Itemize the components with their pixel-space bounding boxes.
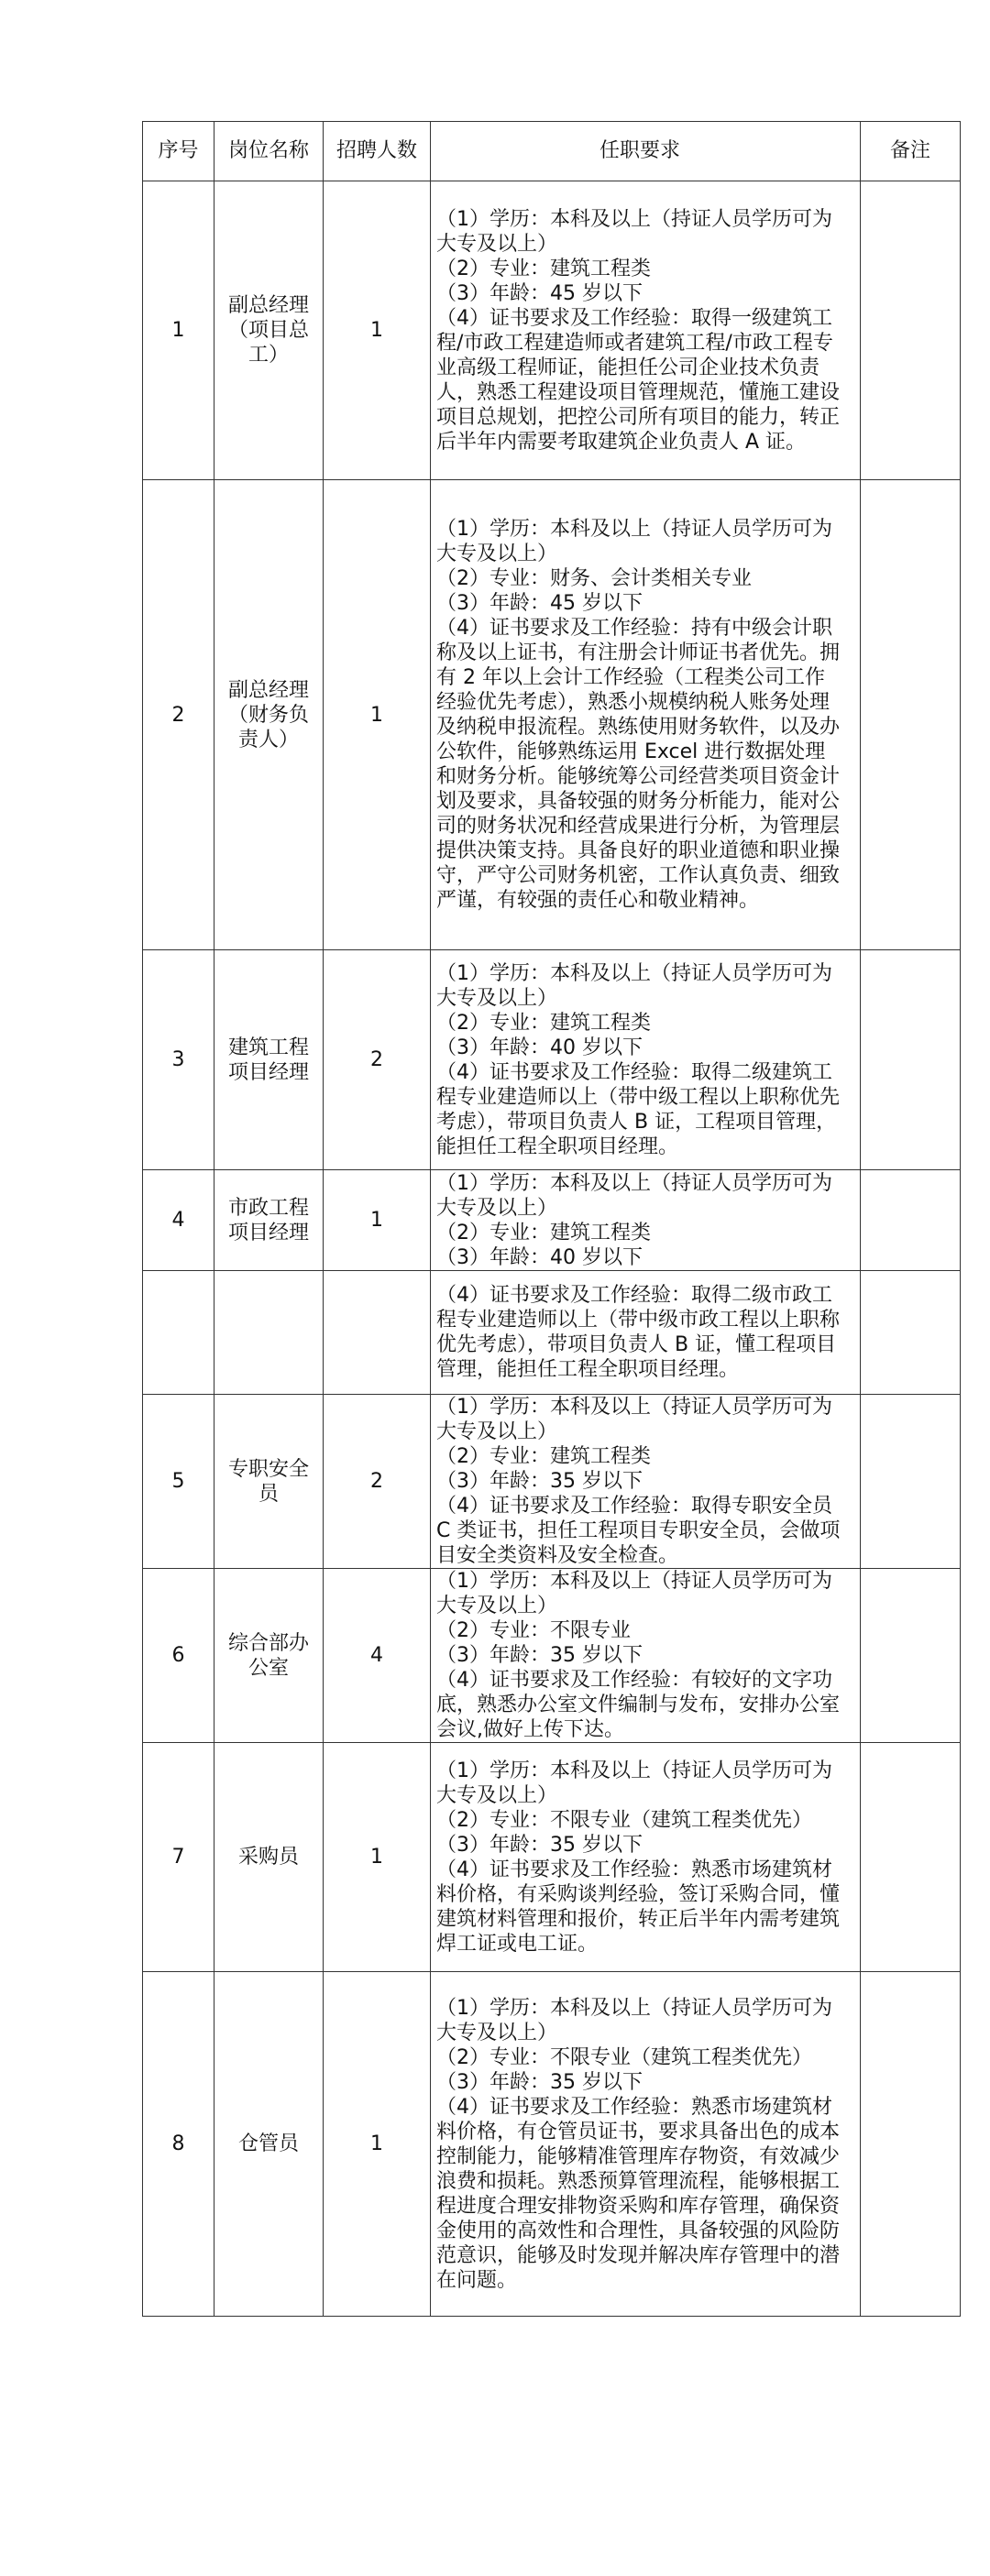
row-position: 仓管员 [214,1972,324,2317]
row-requirements [431,1395,861,1569]
row-no: 1 [143,181,214,480]
table-row [143,1170,961,1271]
requirement-line: （4）证书要求及工作经验：取得专职安全员 C 类证书，担任工程项目专职安全员，会做项目安全类资料及安全检查。 [436,1495,841,1567]
requirement-line: （2）专业：建筑工程类 [436,1445,651,1468]
row-remarks [861,1569,961,1743]
header-position: 岗位名称 [214,122,324,181]
row-remarks [861,1395,961,1569]
row-position: 采购员 [214,1743,324,1972]
header-remarks: 备注 [861,122,961,181]
header-no: 序号 [143,122,214,181]
row-requirements [431,1743,861,1972]
row-position: 建筑工程项目经理 [214,950,324,1170]
requirement-line: （2）专业：不限专业（建筑工程类优先） [436,2045,812,2069]
row-no [143,1271,214,1395]
row-requirements [431,1569,861,1743]
row-position: 综合部办公室 [214,1569,324,1743]
table-row [143,1271,961,1395]
table-row [143,480,961,950]
requirement-line: （2）专业：不限专业 [436,1619,631,1642]
row-count: 2 [324,950,431,1170]
row-count: 4 [324,1569,431,1743]
row-position: 市政工程项目经理 [214,1170,324,1271]
requirement-line: （3）年龄：35 岁以下 [436,1833,643,1857]
row-count: 1 [324,1743,431,1972]
row-count: 2 [324,1395,431,1569]
table-row [143,1972,961,2317]
requirement-line: （1）学历：本科及以上（持证人员学历可为大专及以上） [436,1570,832,1617]
row-remarks [861,1743,961,1972]
row-count [324,1271,431,1395]
requirement-line: （1）学历：本科及以上（持证人员学历可为大专及以上） [436,207,832,256]
row-no: 4 [143,1170,214,1271]
row-requirements [431,1271,861,1395]
requirement-line: （3）年龄：35 岁以下 [436,2070,643,2094]
table-body [143,181,961,2317]
table-row [143,181,961,480]
row-remarks [861,181,961,480]
requirement-line: （1）学历：本科及以上（持证人员学历可为大专及以上） [436,1759,832,1807]
row-position: 专职安全员 [214,1395,324,1569]
requirement-line: （2）专业：建筑工程类 [436,257,651,280]
requirement-line: （1）学历：本科及以上（持证人员学历可为大专及以上） [436,1996,832,2044]
row-count: 1 [324,1972,431,2317]
row-requirements [431,1972,861,2317]
requirement-line: （1）学历：本科及以上（持证人员学历可为大专及以上） [436,1396,832,1443]
row-requirements [431,181,861,480]
requirement-line: （4）证书要求及工作经验：取得二级建筑工程专业建造师以上（带中级工程以上职称优先考虑），带项目负责人 B 证，工程项目管理，能担任工程全职项目经理。 [436,1060,841,1158]
requirement-line: （3）年龄：45 岁以下 [436,592,643,615]
row-no: 2 [143,480,214,950]
requirement-line: （3）年龄：35 岁以下 [436,1470,643,1493]
row-requirements [431,1170,861,1271]
table-row [143,1569,961,1743]
row-position: 副总经理（项目总工） [214,181,324,480]
row-position: 副总经理（财务负责人） [214,480,324,950]
row-requirements [431,480,861,950]
requirement-line: （4）证书要求及工作经验：熟悉市场建筑材料价格，有仓管员证书，要求具备出色的成本控制能力，能够精准管理库存物资，有效减少浪费和损耗。熟悉预算管理流程，能够根据工程进度合理安排物资采购和库存管理，确保资金使用的高效性和合理性，具备较强的风险防范意识，能够及时发现并解决库存管理中的潜在问题。 [436,2095,841,2292]
row-remarks [861,480,961,950]
row-position [214,1271,324,1395]
row-remarks [861,950,961,1170]
row-remarks [861,1972,961,2317]
requirement-line: （2）专业：不限专业（建筑工程类优先） [436,1808,812,1832]
table-row [143,1743,961,1972]
requirement-line: （4）证书要求及工作经验：熟悉市场建筑材料价格，有采购谈判经验，签订采购合同，懂建筑材料管理和报价，转正后半年内需考建筑焊工证或电工证。 [436,1858,841,1956]
row-no: 5 [143,1395,214,1569]
table-row [143,1395,961,1569]
header-requirements: 任职要求 [431,122,861,181]
row-count: 1 [324,181,431,480]
header-count: 招聘人数 [324,122,431,181]
row-count: 1 [324,1170,431,1271]
row-count: 1 [324,480,431,950]
row-remarks [861,1170,961,1271]
requirement-line: （2）专业：建筑工程类 [436,1221,651,1244]
requirement-line: （2）专业：财务、会计类相关专业 [436,567,752,590]
requirement-line: （3）年龄：40 岁以下 [436,1036,643,1059]
requirement-line: （3）年龄：45 岁以下 [436,281,643,305]
table-row [143,950,961,1170]
requirement-line: （1）学历：本科及以上（持证人员学历可为大专及以上） [436,961,832,1010]
row-no: 8 [143,1972,214,2317]
requirement-line: （4）证书要求及工作经验：有较好的文字功底，熟悉办公室文件编制与发布，安排办公室会议,做好上传下达。 [436,1669,841,1741]
row-no: 3 [143,950,214,1170]
row-requirements [431,950,861,1170]
row-remarks [861,1271,961,1395]
requirement-line: （2）专业：建筑工程类 [436,1011,651,1035]
requirement-line: （1）学历：本科及以上（持证人员学历可为大专及以上） [436,1171,832,1220]
requirement-line: （3）年龄：35 岁以下 [436,1644,643,1667]
row-no: 6 [143,1569,214,1743]
row-no: 7 [143,1743,214,1972]
requirement-line: （4）证书要求及工作经验：取得一级建筑工程/市政工程建造师或者建筑工程/市政工程专业高级工程师证，能担任公司企业技术负责人，熟悉工程建设项目管理规范，懂施工建设项目总规划，把控公司所有项目的能力，转正后半年内需要考取建筑企业负责人 A 证。 [436,306,841,454]
recruitment-table [142,121,961,2317]
requirement-line: （3）年龄：40 岁以下 [436,1245,643,1269]
requirement-line: （4）证书要求及工作经验：持有中级会计职称及以上证书，有注册会计师证书者优先。拥有 2 年以上会计工作经验（工程类公司工作经验优先考虑），熟悉小规模纳税人账务处理及纳税申报流程。熟练使用财务软件，以及办公软件，能够熟练运用 Excel 进行数据处理和财务分析。能够统筹公司经营类项目资金计划及要求，具备较强的财务分析能力，能对公司的财务状况和经营成果进行分析，为管理层提供决策支持。具备良好的职业道德和职业操守，严守公司财务机密，工作认真负责、细致严谨，有较强的责任心和敬业精神。 [436,617,841,912]
requirement-line: （1）学历：本科及以上（持证人员学历可为大专及以上） [436,518,832,565]
requirement-line: （4）证书要求及工作经验：取得二级市政工程专业建造师以上（带中级市政工程以上职称优先考虑），带项目负责人 B 证，懂工程项目管理，能担任工程全职项目经理。 [436,1284,841,1381]
table-header-row [143,122,961,181]
